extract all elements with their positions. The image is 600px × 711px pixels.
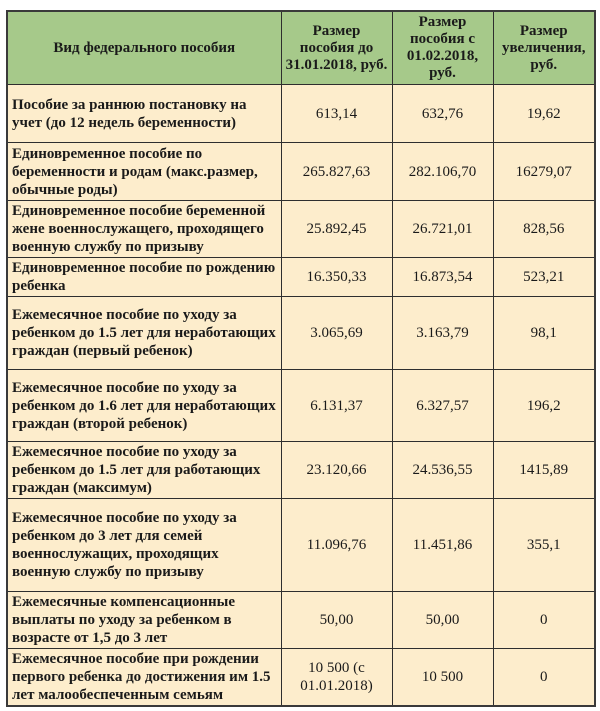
header-amount-after: Размер пособия с 01.02.2018, руб. [392,11,493,85]
amount-increase: 16279,07 [493,143,595,201]
amount-after: 50,00 [392,592,493,649]
benefit-name: Единовременное пособие беременной жене военнослужащего, проходящего военную службу по призыву [7,201,281,258]
amount-before: 23.120,66 [281,442,392,499]
amount-increase: 523,21 [493,258,595,297]
amount-before: 3.065,69 [281,297,392,370]
amount-before: 613,14 [281,85,392,143]
amount-before: 50,00 [281,592,392,649]
benefits-table-container [6,10,596,707]
table-row [7,258,595,297]
amount-increase: 98,1 [493,297,595,370]
benefit-name: Пособие за раннюю постановку на учет (до 12 недель беременности) [7,85,281,143]
benefit-name: Единовременное пособие по рождению ребенка [7,258,281,297]
amount-increase: 0 [493,592,595,649]
amount-before: 16.350,33 [281,258,392,297]
amount-before: 265.827,63 [281,143,392,201]
amount-after: 6.327,57 [392,370,493,442]
amount-increase: 828,56 [493,201,595,258]
benefit-name: Единовременное пособие по беременности и родам (макс.размер, обычные роды) [7,143,281,201]
amount-increase: 0 [493,649,595,707]
benefits-table [6,10,596,707]
amount-before: 6.131,37 [281,370,392,442]
table-row [7,201,595,258]
benefit-name: Ежемесячное пособие по уходу за ребенком до 1.6 лет для неработающих граждан (второй ребенок) [7,370,281,442]
amount-after: 26.721,01 [392,201,493,258]
amount-before: 11.096,76 [281,499,392,592]
header-increase: Размер увеличения, руб. [493,11,595,85]
benefit-name: Ежемесячное пособие по уходу за ребенком до 3 лет для семей военнослужащих, проходящих военную службу по призыву [7,499,281,592]
table-row [7,442,595,499]
table-row [7,85,595,143]
amount-increase: 355,1 [493,499,595,592]
header-row [7,11,595,85]
table-row [7,370,595,442]
amount-before: 25.892,45 [281,201,392,258]
benefit-name: Ежемесячное пособие по уходу за ребенком до 1.5 лет для неработающих граждан (первый ребенок) [7,297,281,370]
benefit-name: Ежемесячное пособие при рождении первого ребенка до достижения им 1.5 лет малообеспеченным семьям [7,649,281,707]
amount-before: 10 500 (с 01.01.2018) [281,649,392,707]
amount-after: 24.536,55 [392,442,493,499]
header-benefit-type: Вид федерального пособия [7,11,281,85]
amount-after: 632,76 [392,85,493,143]
header-amount-before: Размер пособия до 31.01.2018, руб. [281,11,392,85]
benefit-name: Ежемесячные компенсационные выплаты по уходу за ребенком в возрасте от 1,5 до 3 лет [7,592,281,649]
table-row [7,499,595,592]
amount-after: 282.106,70 [392,143,493,201]
benefit-name: Ежемесячное пособие по уходу за ребенком до 1.5 лет для работающих граждан (максимум) [7,442,281,499]
table-row [7,592,595,649]
amount-increase: 196,2 [493,370,595,442]
table-row [7,649,595,707]
amount-increase: 1415,89 [493,442,595,499]
table-row [7,297,595,370]
amount-increase: 19,62 [493,85,595,143]
amount-after: 11.451,86 [392,499,493,592]
table-row [7,143,595,201]
amount-after: 10 500 [392,649,493,707]
amount-after: 3.163,79 [392,297,493,370]
amount-after: 16.873,54 [392,258,493,297]
